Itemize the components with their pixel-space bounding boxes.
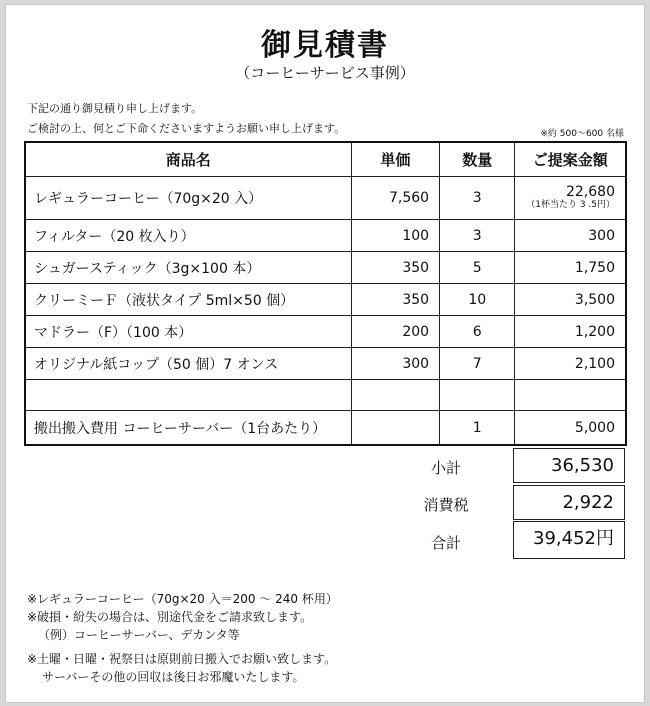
quantity: 3	[440, 220, 515, 252]
document-title: 御見積書	[261, 28, 389, 63]
table-row	[25, 284, 626, 316]
document-subtitle: （コーヒーサービス事例）	[235, 64, 415, 82]
total-label: 合計	[430, 534, 461, 552]
amount: 3,500	[515, 284, 626, 316]
table-row	[25, 177, 626, 220]
unit-price	[351, 411, 439, 446]
quantity: 3	[440, 177, 515, 220]
intro-line-1: 下記の通り御見積り申し上げます。	[27, 102, 203, 115]
amount-note: （1杯当たり 3 .5円）	[526, 200, 615, 210]
footnote: サーバーその他の回収は後日お邪魔いたします。	[42, 670, 305, 684]
header-product-name: 商品名	[25, 142, 351, 177]
product-name: クリーミーＦ（液状タイプ 5ml×50 個）	[25, 284, 351, 316]
table-row-blank	[25, 380, 626, 411]
table-row	[25, 348, 626, 380]
product-name: フィルター（20 枚入り）	[25, 220, 351, 252]
product-name: シュガースティック（3g×100 本）	[25, 252, 351, 284]
unit-price: 350	[351, 284, 439, 316]
quantity: 6	[440, 316, 515, 348]
header-unit-price: 単価	[351, 142, 439, 177]
quote-table	[24, 141, 627, 446]
table-row	[25, 220, 626, 252]
subtotal-value: 36,530	[513, 448, 625, 483]
unit-price: 200	[351, 316, 439, 348]
product-name: マドラー（F）（100 本）	[25, 316, 351, 348]
table-row	[25, 252, 626, 284]
tax-label: 消費税	[423, 496, 469, 514]
unit-price: 7,560	[351, 177, 439, 220]
quantity: 5	[440, 252, 515, 284]
unit-price: 350	[351, 252, 439, 284]
table-header-row	[25, 142, 626, 177]
quantity	[440, 380, 515, 411]
footnote: ※レギュラーコーヒー（70g×20 入＝200 〜 240 杯用）	[27, 592, 338, 606]
footnote: ※土曜・日曜・祝祭日は原則前日搬入でお願い致します。	[27, 652, 337, 666]
amount: 1,750	[515, 252, 626, 284]
amount: 1,200	[515, 316, 626, 348]
amount	[515, 380, 626, 411]
product-name: オリジナル紙コップ（50 個）7 オンス	[25, 348, 351, 380]
quantity: 10	[440, 284, 515, 316]
header-quantity: 数量	[440, 142, 515, 177]
table-row	[25, 411, 626, 446]
unit-price: 100	[351, 220, 439, 252]
footnote: ※破損・紛失の場合は、別途代金をご請求致します。	[27, 610, 313, 624]
quantity: 1	[440, 411, 515, 446]
subtotal-label: 小計	[430, 459, 461, 477]
amount: 300	[515, 220, 626, 252]
amount: 2,100	[515, 348, 626, 380]
quantity: 7	[440, 348, 515, 380]
intro-line-2: ご検討の上、何とご下命くださいますようお願い申し上げます。	[27, 122, 346, 135]
product-name: レギュラーコーヒー（70g×20 入）	[25, 177, 351, 220]
header-amount: ご提案金額	[515, 142, 626, 177]
tax-value: 2,922	[513, 485, 625, 520]
amount: 5,000	[515, 411, 626, 446]
amount-cell	[515, 177, 626, 220]
product-name: 搬出搬入費用 コーヒーサーバー（1台あたり）	[25, 411, 351, 446]
unit-price	[351, 380, 439, 411]
product-name	[25, 380, 351, 411]
attendance-note: ※約 500〜600 名様	[540, 129, 624, 139]
unit-price: 300	[351, 348, 439, 380]
table-row	[25, 316, 626, 348]
amount: 22,680	[566, 184, 615, 200]
total-value: 39,452円	[513, 521, 625, 559]
footnote: （例）コーヒーサーバー、デカンタ等	[38, 628, 240, 642]
